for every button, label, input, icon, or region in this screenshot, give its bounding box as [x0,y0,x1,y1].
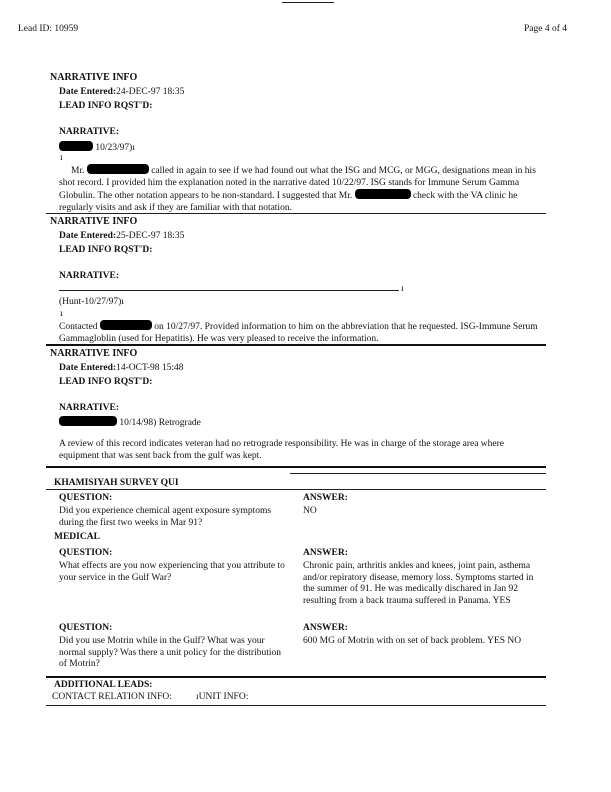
page-number: Page 4 of 4 [524,24,568,34]
answer-label: ANSWER: [303,623,348,633]
question-label: QUESTION: [59,548,113,558]
lead-id: Lead ID: 10959 [18,24,79,34]
section-title: NARRATIVE INFO [50,72,138,83]
body-text: on 10/27/97. Provided information to him on the abbreviation that he requested. ISG-Immune Serum Gammagloblin (used for Hepatitis). He was very pleased to receive the information. [59,322,538,344]
section-title: NARRATIVE INFO [50,348,138,359]
narrative-ref [59,141,135,153]
narrative-body: A review of this record indicates veteran had no retrograde responsibility. He was in charge of the storage area where equipment that was sent back from the gulf was kept. [59,439,505,461]
redaction [59,416,117,426]
date-value: 24-DEC-97 18:35 [116,87,185,97]
question-label: QUESTION: [59,493,113,503]
narrative-ref: (Hunt-10/27/97)ı [59,297,124,307]
divider [46,705,546,706]
redaction [355,189,411,199]
answer-label: ANSWER: [303,493,348,503]
divider [46,344,546,346]
narrative-line [59,290,399,291]
lead-info-rqstd: LEAD INFO RQST'D: [59,245,153,255]
date-label: Date Entered: [59,231,117,241]
top-rule [282,2,334,3]
additional-leads-title: ADDITIONAL LEADS: [54,680,153,690]
contact-relation-label: CONTACT RELATION INFO: [52,692,172,702]
redaction [87,164,149,174]
body-text: Contacted [59,322,98,332]
unit-info-label: ıUNIT INFO: [196,692,249,702]
divider [46,466,546,468]
narrative-label: NARRATIVE: [59,127,119,137]
question-text: What effects are you now experiencing that you attribute to your service in the Gulf War? [59,561,285,583]
redaction [59,141,93,151]
date-value: 25-DEC-97 18:35 [116,231,185,241]
mark: ı [401,284,404,294]
divider [46,676,546,678]
date-label: Date Entered: [59,363,117,373]
medical-label: MEDICAL [54,532,100,542]
narrative-label: NARRATIVE: [59,403,119,413]
narrative-ref [59,416,201,428]
date-entered [59,231,184,241]
question-text: Did you experience chemical agent exposure symptoms during the first two weeks in Mar 91? [59,506,272,528]
section-title: NARRATIVE INFO [50,216,138,227]
mark: ı [60,309,63,319]
question-label: QUESTION: [59,623,113,633]
date-entered [59,363,184,373]
answer-text: NO [303,506,317,516]
divider [46,213,546,214]
lead-info-rqstd: LEAD INFO RQST'D: [59,377,153,387]
date-label: Date Entered: [59,87,117,97]
body-text: called in again to see if we had found out what the ISG and MCG, or MGG, designations mean in his shot record. I provided him the explanation noted in the narrative dated 10/22/97. ISG stands for Immune Serum Gamma Globulin. The other notation appears to be non-standard. I suggested that Mr. [59,166,536,201]
ref-text: 10/14/98) Retrograde [119,418,201,428]
date-value: 14-OCT-98 15:48 [116,363,184,373]
redaction [100,320,152,330]
body-text: check with the VA clinic he regularly visits and ask if they are familiar with that notation. [59,191,518,213]
answer-label: ANSWER: [303,548,348,558]
narrative-label: NARRATIVE: [59,271,119,281]
question-text: Did you use Motrin while in the Gulf? What was your normal supply? Was there a unit policy for the distribution of Motrin? [59,636,282,669]
divider [46,489,546,490]
narrative-body [59,320,545,345]
mark: ı [60,153,63,163]
date-entered [59,87,184,97]
answer-text: Chronic pain, arthritis ankles and knees, joint pain, asthema and/or repiratory disease, memory loss. Symptoms started in the summer of 91. He was medically dischared in Jan 92 resulting from a back trauma suffered in Panama. YES [303,561,534,606]
body-text: Mr. [71,166,85,176]
lead-info-rqstd: LEAD INFO RQST'D: [59,101,153,111]
ref-text: 10/23/97)ı [95,143,135,153]
divider-short [290,473,546,474]
narrative-body [59,164,545,214]
survey-title: KHAMISIYAH SURVEY QUI [54,478,179,488]
answer-text: 600 MG of Motrin with on set of back problem. YES NO [303,636,522,646]
